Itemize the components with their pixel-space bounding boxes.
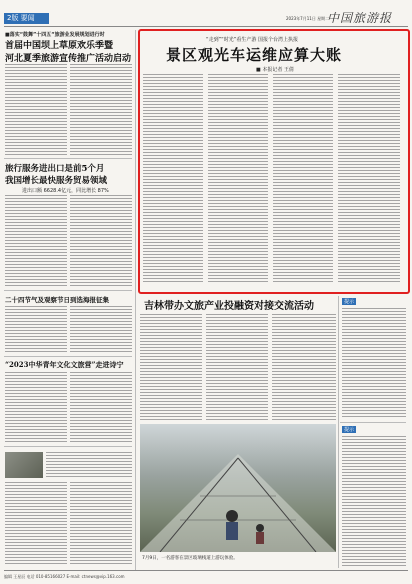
- travel-body-col2: [70, 195, 132, 287]
- right-body-2: [342, 436, 406, 566]
- feature-body-col1: [143, 74, 203, 284]
- center-body-col2: [206, 314, 268, 422]
- small-photo: [5, 452, 43, 478]
- lead-body-col2: [70, 64, 132, 156]
- column-rule: [338, 296, 339, 568]
- travel-title-line1: 旅行服务进出口是前5个月: [5, 164, 105, 174]
- photo-illustration: [140, 424, 336, 552]
- feature-byline: ■ 本报记者 王倩: [256, 67, 294, 73]
- lead-title-line1: 首届中国坝上草原欢乐季暨: [5, 41, 114, 51]
- lead-kicker: ■落实“鼓舞”十四五“旅游业发展规划进行时: [5, 32, 105, 38]
- lead-title-line2: 河北夏季旅游宣传推广活动启动: [5, 54, 132, 64]
- divider: [4, 290, 132, 291]
- youth-body-col2: [70, 372, 132, 444]
- brief-body: [46, 452, 132, 478]
- center-body-col3: [272, 314, 336, 422]
- divider: [4, 158, 132, 159]
- center-body-col1: [140, 314, 202, 422]
- divider: [4, 356, 132, 357]
- feature-body-col2: [208, 74, 268, 284]
- right-body-1: [342, 308, 406, 418]
- travel-subtitle: 进出口额 6628.4亿元，同比增长 87%: [22, 188, 109, 194]
- festival-body-col1: [5, 306, 67, 354]
- center-article-title: 吉林带办文旅产业投融资对接交流活动: [144, 301, 314, 312]
- feature-body-col3: [273, 74, 333, 284]
- travel-body-col1: [5, 195, 67, 287]
- bottom-body-col1: [5, 482, 67, 566]
- column-rule: [135, 30, 136, 570]
- lead-body-col1: [5, 64, 67, 156]
- travel-title-line2: 我国增长最快服务贸易领域: [5, 176, 108, 186]
- masthead-logo: 中国旅游报: [327, 11, 393, 25]
- youth-body-col1: [5, 372, 67, 444]
- page-header: [0, 0, 412, 26]
- issue-date: 2023年7月11日 星期二: [286, 16, 330, 21]
- header-rule: [4, 26, 408, 27]
- youth-title: “2023中华青年文化文旅营”走进诗宁: [5, 360, 124, 369]
- glass-walkway-photo: [140, 424, 336, 552]
- page-footer: 编辑 王星辰 电话 010-85166027 E-mail: ctnews@vip.163.com: [4, 574, 125, 579]
- photo-caption: 7月9日，一名游客在景区玻璃栈道上游玩体验。: [142, 556, 238, 561]
- bottom-body-col2: [70, 482, 132, 566]
- divider: [340, 422, 406, 423]
- feature-title: 景区观光车运维应算大账: [166, 46, 343, 64]
- footer-rule: [4, 570, 408, 571]
- feature-body-col4: [338, 74, 400, 284]
- feature-kicker: “走到”“时光”看生产游 国报个台湾上执报: [206, 37, 298, 43]
- right-tag-1: 提示: [344, 299, 355, 305]
- festival-body-col2: [70, 306, 132, 354]
- festival-title: 二十四节气及观察节日到选海报征集: [5, 296, 109, 304]
- divider: [4, 446, 132, 447]
- section-label: 2版 要闻: [4, 13, 49, 24]
- right-tag-2: 提示: [344, 427, 355, 433]
